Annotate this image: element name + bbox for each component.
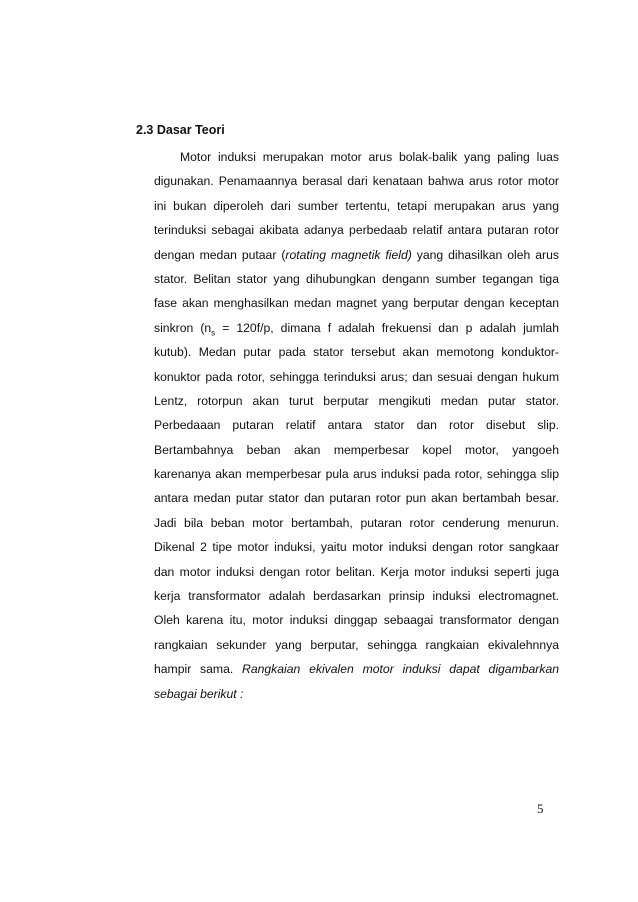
paragraph-line: Oleh karena itu, motor induksi dinggap sebaagai transformator dengan <box>154 613 559 628</box>
paragraph-line <box>154 316 559 340</box>
page-number: 5 <box>537 801 544 816</box>
paragraph-line: kerja transformator adalah berdasarkan prinsip induksi electromagnet. <box>154 589 559 604</box>
section-heading: 2.3 Dasar Teori <box>136 123 225 137</box>
paragraph-line: Perbedaaan putaran relatif antara stator dan rotor disebut slip. <box>154 418 559 433</box>
paragraph-line <box>154 243 559 267</box>
paragraph-line: terinduksi sebagai akibata adanya perbedaab relatif antara putaran rotor <box>154 223 559 238</box>
body-paragraph <box>154 145 559 706</box>
paragraph-line: konuktor pada rotor, sehingga terinduksi arus; dan sesuai dengan hukum <box>154 369 559 384</box>
paragraph-line: Lentz, rotorpun akan turut berputar mengikuti medan putar stator. <box>154 393 559 408</box>
paragraph-line: dan motor induksi dengan rotor belitan. Kerja motor induksi seperti juga <box>154 564 559 579</box>
paragraph-line: ini bukan diperoleh dari sumber tertentu, tetapi merupakan arus yang <box>154 198 559 213</box>
line-text: yang dihasilkan oleh arus <box>411 247 559 262</box>
paragraph-line: Dikenal 2 tipe motor induksi, yaitu motor induksi dengan rotor sangkaar <box>154 540 559 555</box>
italic-text: sebagai berikut : <box>154 686 244 701</box>
line-text: = 120f/p, dimana f adalah frekuensi dan p adalah jumlah <box>215 320 559 335</box>
paragraph-line: antara medan putar stator dan putaran rotor pun akan bertambah besar. <box>154 491 559 506</box>
paragraph-line <box>154 682 559 706</box>
subscript: s <box>211 328 216 338</box>
line-text: hampir sama. <box>154 662 243 677</box>
paragraph-line: Motor induksi merupakan motor arus bolak-balik yang paling luas <box>180 150 559 164</box>
line-text: dengan medan putaar ( <box>154 247 286 262</box>
italic-text: rotating magnetik field) <box>285 247 412 262</box>
paragraph-line: Jadi bila beban motor bertambah, putaran rotor cenderung menurun. <box>154 515 559 530</box>
paragraph-line <box>154 657 559 681</box>
paragraph-line: stator. Belitan stator yang dihubungkan dengann sumber tegangan tiga <box>154 271 559 286</box>
paragraph-line: rangkaian sekunder yang berputar, sehingga rangkaian ekivalehnnya <box>154 637 559 652</box>
italic-text: Rangkaian ekivalen motor induksi dapat digambarkan <box>242 662 560 677</box>
paragraph-line: fase akan menghasilkan medan magnet yang berputar dengan keceptan <box>154 296 559 311</box>
paragraph-line: kutub). Medan putar pada stator tersebut akan memotong konduktor- <box>154 345 559 360</box>
paragraph-line: digunakan. Penamaannya berasal dari kenataan bahwa arus rotor motor <box>154 174 559 189</box>
paragraph-line: karenanya akan memperbesar pula arus induksi pada rotor, sehingga slip <box>154 467 559 482</box>
paragraph-line: Bertambahnya beban akan memperbesar kopel motor, yangoeh <box>154 442 559 457</box>
line-text: sinkron (n <box>154 320 212 335</box>
